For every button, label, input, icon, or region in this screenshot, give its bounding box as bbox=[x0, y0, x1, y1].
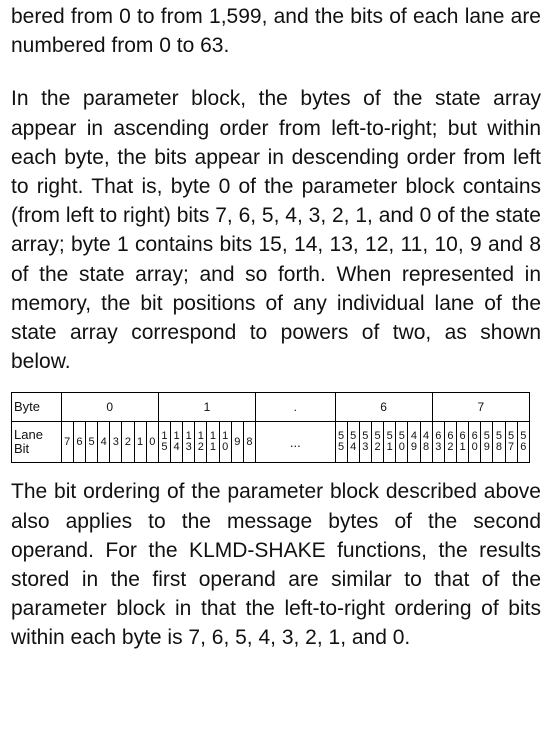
lane-bit-row bbox=[12, 422, 530, 463]
bit-digit: 0 bbox=[222, 441, 229, 454]
bit-cell bbox=[505, 422, 517, 463]
bit-digit: 6 bbox=[76, 435, 83, 448]
lane-label: Lane bbox=[14, 427, 43, 443]
bit-digit: 9 bbox=[234, 435, 241, 448]
byte-gap-label: . bbox=[256, 393, 335, 422]
bit-cell bbox=[469, 422, 481, 463]
bit-cell bbox=[493, 422, 505, 463]
bit-digit: 9 bbox=[410, 441, 417, 454]
bit-digit: 5 bbox=[338, 441, 345, 454]
bit-digit: 1 bbox=[161, 430, 168, 443]
bit-digit: 6 bbox=[471, 430, 478, 443]
byte-label: 6 bbox=[335, 393, 432, 422]
bit-cell bbox=[456, 422, 468, 463]
bit-digit: 8 bbox=[423, 441, 430, 454]
bit-cell bbox=[444, 422, 456, 463]
bit-digit: 1 bbox=[137, 435, 144, 448]
bit-gap-ellipsis: ... bbox=[256, 422, 335, 463]
bit-digit: 5 bbox=[508, 430, 515, 443]
bit-digit: 1 bbox=[209, 441, 217, 454]
bit-digit: 6 bbox=[520, 441, 527, 454]
bit-digit: 3 bbox=[185, 441, 192, 454]
bit-digit: 5 bbox=[398, 430, 405, 443]
bit-digit: 3 bbox=[362, 441, 369, 454]
bit-digit: 1 bbox=[209, 430, 217, 443]
paragraph-3: The bit ordering of the parameter block described above also applies to the message bytes of the second operand. For the KLMD-SHAKE functions, the results stored in the first operand are similar to that of the parameter block in that the left-to-right ordering of bits within each byte is 7, 6, 5, 4, 3, 2, 1, and 0. bbox=[11, 480, 541, 650]
bit-digit: 4 bbox=[100, 435, 107, 448]
bit-digit: 7 bbox=[64, 435, 71, 448]
bit-cell bbox=[61, 422, 73, 463]
bit-cell bbox=[347, 422, 359, 463]
bit-cell bbox=[158, 422, 170, 463]
paragraph-1: bered from 0 to from 1,599, and the bits of each lane are numbered from 0 to 63. bbox=[11, 5, 541, 58]
document-page bbox=[11, 0, 541, 653]
lane-bit-table bbox=[11, 392, 530, 463]
bit-digit: 6 bbox=[435, 430, 442, 443]
paragraph-2: In the parameter block, the bytes of the state array appear in ascending order from left-to-right; but within each byte, the bits appear in descending order from left to right. That is, byte 0 of the parameter block contains (from left to right) bits 7, 6, 5, 4, 3, 2, 1, and 0 of the state array; byte 1 contains bits 15, 14, 13, 12, 11, 10, 9 and 8 of the state array; and so forth. When represented in memory, the bit positions of any individual lane of the state array correspond to powers of two, as shown below. bbox=[11, 87, 541, 374]
lane-bit-figure bbox=[11, 392, 530, 463]
bit-cell bbox=[408, 422, 420, 463]
bit-cell bbox=[432, 422, 444, 463]
bit-cell bbox=[420, 422, 432, 463]
byte-row-label: Byte bbox=[12, 393, 62, 422]
bit-cell bbox=[359, 422, 371, 463]
bit-cell bbox=[396, 422, 408, 463]
bit-digit: 0 bbox=[471, 441, 478, 454]
bit-cell bbox=[73, 422, 85, 463]
bit-digit: 5 bbox=[350, 430, 357, 443]
bit-cell bbox=[371, 422, 383, 463]
bit-digit: 2 bbox=[124, 435, 131, 448]
bit-cell bbox=[171, 422, 183, 463]
bit-digit: 0 bbox=[149, 435, 156, 448]
byte-row bbox=[12, 393, 530, 422]
bit-digit: 9 bbox=[483, 441, 490, 454]
bit-digit: 1 bbox=[185, 430, 192, 443]
bit-digit: 1 bbox=[222, 430, 229, 443]
bit-cell bbox=[384, 422, 396, 463]
bit-digit: 3 bbox=[112, 435, 119, 448]
bit-cell bbox=[195, 422, 207, 463]
bit-digit: 5 bbox=[483, 430, 490, 443]
bit-digit: 2 bbox=[197, 441, 204, 454]
bit-cell bbox=[335, 422, 347, 463]
bit-digit: 8 bbox=[246, 435, 253, 448]
bit-cell bbox=[481, 422, 493, 463]
bit-cell bbox=[231, 422, 243, 463]
bit-digit: 5 bbox=[374, 430, 381, 443]
bit-digit: 5 bbox=[161, 441, 168, 454]
bit-cell bbox=[122, 422, 134, 463]
bit-cell bbox=[98, 422, 110, 463]
lane-bit-row-label bbox=[12, 422, 62, 463]
bit-cell bbox=[517, 422, 529, 463]
bit-digit: 0 bbox=[398, 441, 405, 454]
bit-cell bbox=[183, 422, 195, 463]
bit-cell bbox=[85, 422, 97, 463]
bit-digit: 1 bbox=[173, 430, 180, 443]
bit-digit: 3 bbox=[435, 441, 442, 454]
bit-digit: 6 bbox=[447, 430, 454, 443]
bit-digit: 5 bbox=[338, 430, 345, 443]
bit-label: Bit bbox=[14, 441, 30, 457]
bit-cell bbox=[146, 422, 158, 463]
bit-digit: 5 bbox=[386, 430, 393, 443]
bit-cell bbox=[207, 422, 219, 463]
bit-digit: 4 bbox=[423, 430, 430, 443]
bit-digit: 2 bbox=[374, 441, 381, 454]
bit-digit: 5 bbox=[362, 430, 369, 443]
bit-digit: 2 bbox=[447, 441, 454, 454]
bit-cell bbox=[110, 422, 122, 463]
bit-digit: 4 bbox=[410, 430, 417, 443]
bit-digit: 5 bbox=[495, 430, 503, 443]
bit-digit: 4 bbox=[173, 441, 180, 454]
byte-label: 1 bbox=[158, 393, 255, 422]
byte-label: 0 bbox=[61, 393, 158, 422]
bit-cell bbox=[219, 422, 231, 463]
bit-digit: 7 bbox=[508, 441, 515, 454]
bit-digit: 5 bbox=[520, 430, 527, 443]
bit-digit: 5 bbox=[88, 435, 95, 448]
bit-digit: 1 bbox=[197, 430, 204, 443]
byte-label: 7 bbox=[432, 393, 529, 422]
bit-digit: 1 bbox=[386, 441, 393, 454]
bit-digit: 4 bbox=[350, 441, 357, 454]
bit-digit: 6 bbox=[459, 430, 466, 443]
bit-digit: 1 bbox=[459, 441, 466, 454]
bit-cell bbox=[134, 422, 146, 463]
bit-cell bbox=[243, 422, 255, 463]
bit-digit: 8 bbox=[495, 441, 503, 454]
